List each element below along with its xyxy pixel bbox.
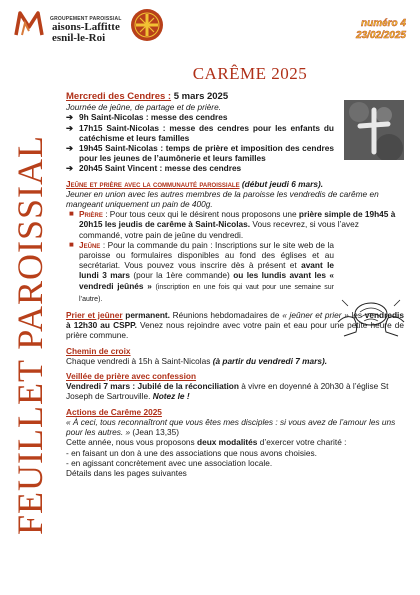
cross-emblem-icon [130, 8, 164, 42]
parish-name: aisons-Laffitte esnil-le-Roi [52, 21, 120, 44]
list-item: ■ Prière : Pour tous ceux qui le désirent nous proposons une prière simple de 19h45 à 20h15 les jeudis de carême à Saint-Nicolas. Vous recevrez, si vous l’avez commandé, votre pain de jeûne du vendredi. [69, 209, 396, 240]
cendres-list [66, 112, 334, 173]
side-title: FEUILLET PAROISSIAL [10, 134, 51, 536]
page-title: CARÊME 2025 [192, 64, 308, 83]
issn [2, 520, 12, 580]
actions-text: Cette année, nous vous proposons deux modalités d’exercer votre charité : [66, 437, 347, 448]
list-item: ➔ 19h45 Saint-Nicolas : temps de prière et imposition des cendres pour les jeunes de l’aumônerie et leurs familles [66, 143, 334, 164]
veillee-heading: Veillée de prière avec confession [66, 371, 197, 382]
actions-heading: Actions de Carême 2025 [66, 406, 162, 417]
veillee-text: Vendredi 7 mars : Jubilé de la réconciliation à vivre en doyenné à 20h30 à l’église St Joseph de Sartrouville. Notez le ! [66, 381, 389, 402]
actions-item-1: - en faisant un don à une des associations que nous avons choisies. [66, 447, 317, 458]
cendres-heading: Mercredi des Cendres : 5 mars 2025 [66, 91, 229, 102]
group-label: GROUPEMENT PAROISSIAL [50, 16, 122, 22]
list-item: ➔ 9h Saint-Nicolas : messe des cendres [66, 112, 228, 123]
chemin-heading: Chemin de croix [66, 345, 131, 356]
cendres-intro: Journée de jeûne, de partage et de prière. [66, 102, 221, 113]
jeune-list [66, 209, 404, 305]
prier-section: Prier et jeûner permanent. Réunions hebdomadaires de « jeûner et prier » les vendredis à 12h30 au CSPP. Venez nous rejoindre avec votre pain et eau pour une petite heure de prière commune. [66, 310, 404, 341]
list-item: ■ Jeûne : Pour la commande du pain : Inscriptions sur le site web de la paroisse ou formulaires disponibles au fond des églises et au secrétariat. Vous pouvez vous inscrire dès à présent et avant le lundi 3 mars (pour la 1ère commande) ou les lundis avant les « vendredi jeûnés » (inscription en une fois qui vaut pour une semaine sur l’autre). [69, 239, 335, 303]
main-content [66, 92, 404, 478]
actions-footer: Détails dans les pages suivantes [66, 467, 187, 478]
page-header [0, 0, 420, 58]
list-item: ➔ 17h15 Saint-Nicolas : messe des cendres pour les enfants du catéchisme et leurs familles [66, 122, 334, 143]
issue-info: numéro 4 23/02/2025 [355, 18, 406, 41]
parish-logo-icon [14, 9, 44, 39]
actions-quote: « À ceci, tous reconnaîtront que vous êtes mes disciples : si vous avez de l’amour les uns pour les autres. » (Jean 13,35) [66, 416, 396, 438]
jeune-intro: Jeuner en union avec les autres membres de la paroisse les vendredis de carême en mangeant uniquement un pain de 400g. [66, 188, 379, 210]
actions-item-2: - en agissant concrètement avec une association locale. [66, 457, 273, 468]
jeune-heading: Jeûne et prière avec la communauté paroissiale (début jeudi 6 mars). [66, 178, 324, 189]
chemin-text: Chaque vendredi à 15h à Saint-Nicolas (à partir du vendredi 7 mars). [66, 355, 328, 366]
list-item: ➔ 20h45 Saint Vincent : messe des cendres [66, 163, 242, 174]
